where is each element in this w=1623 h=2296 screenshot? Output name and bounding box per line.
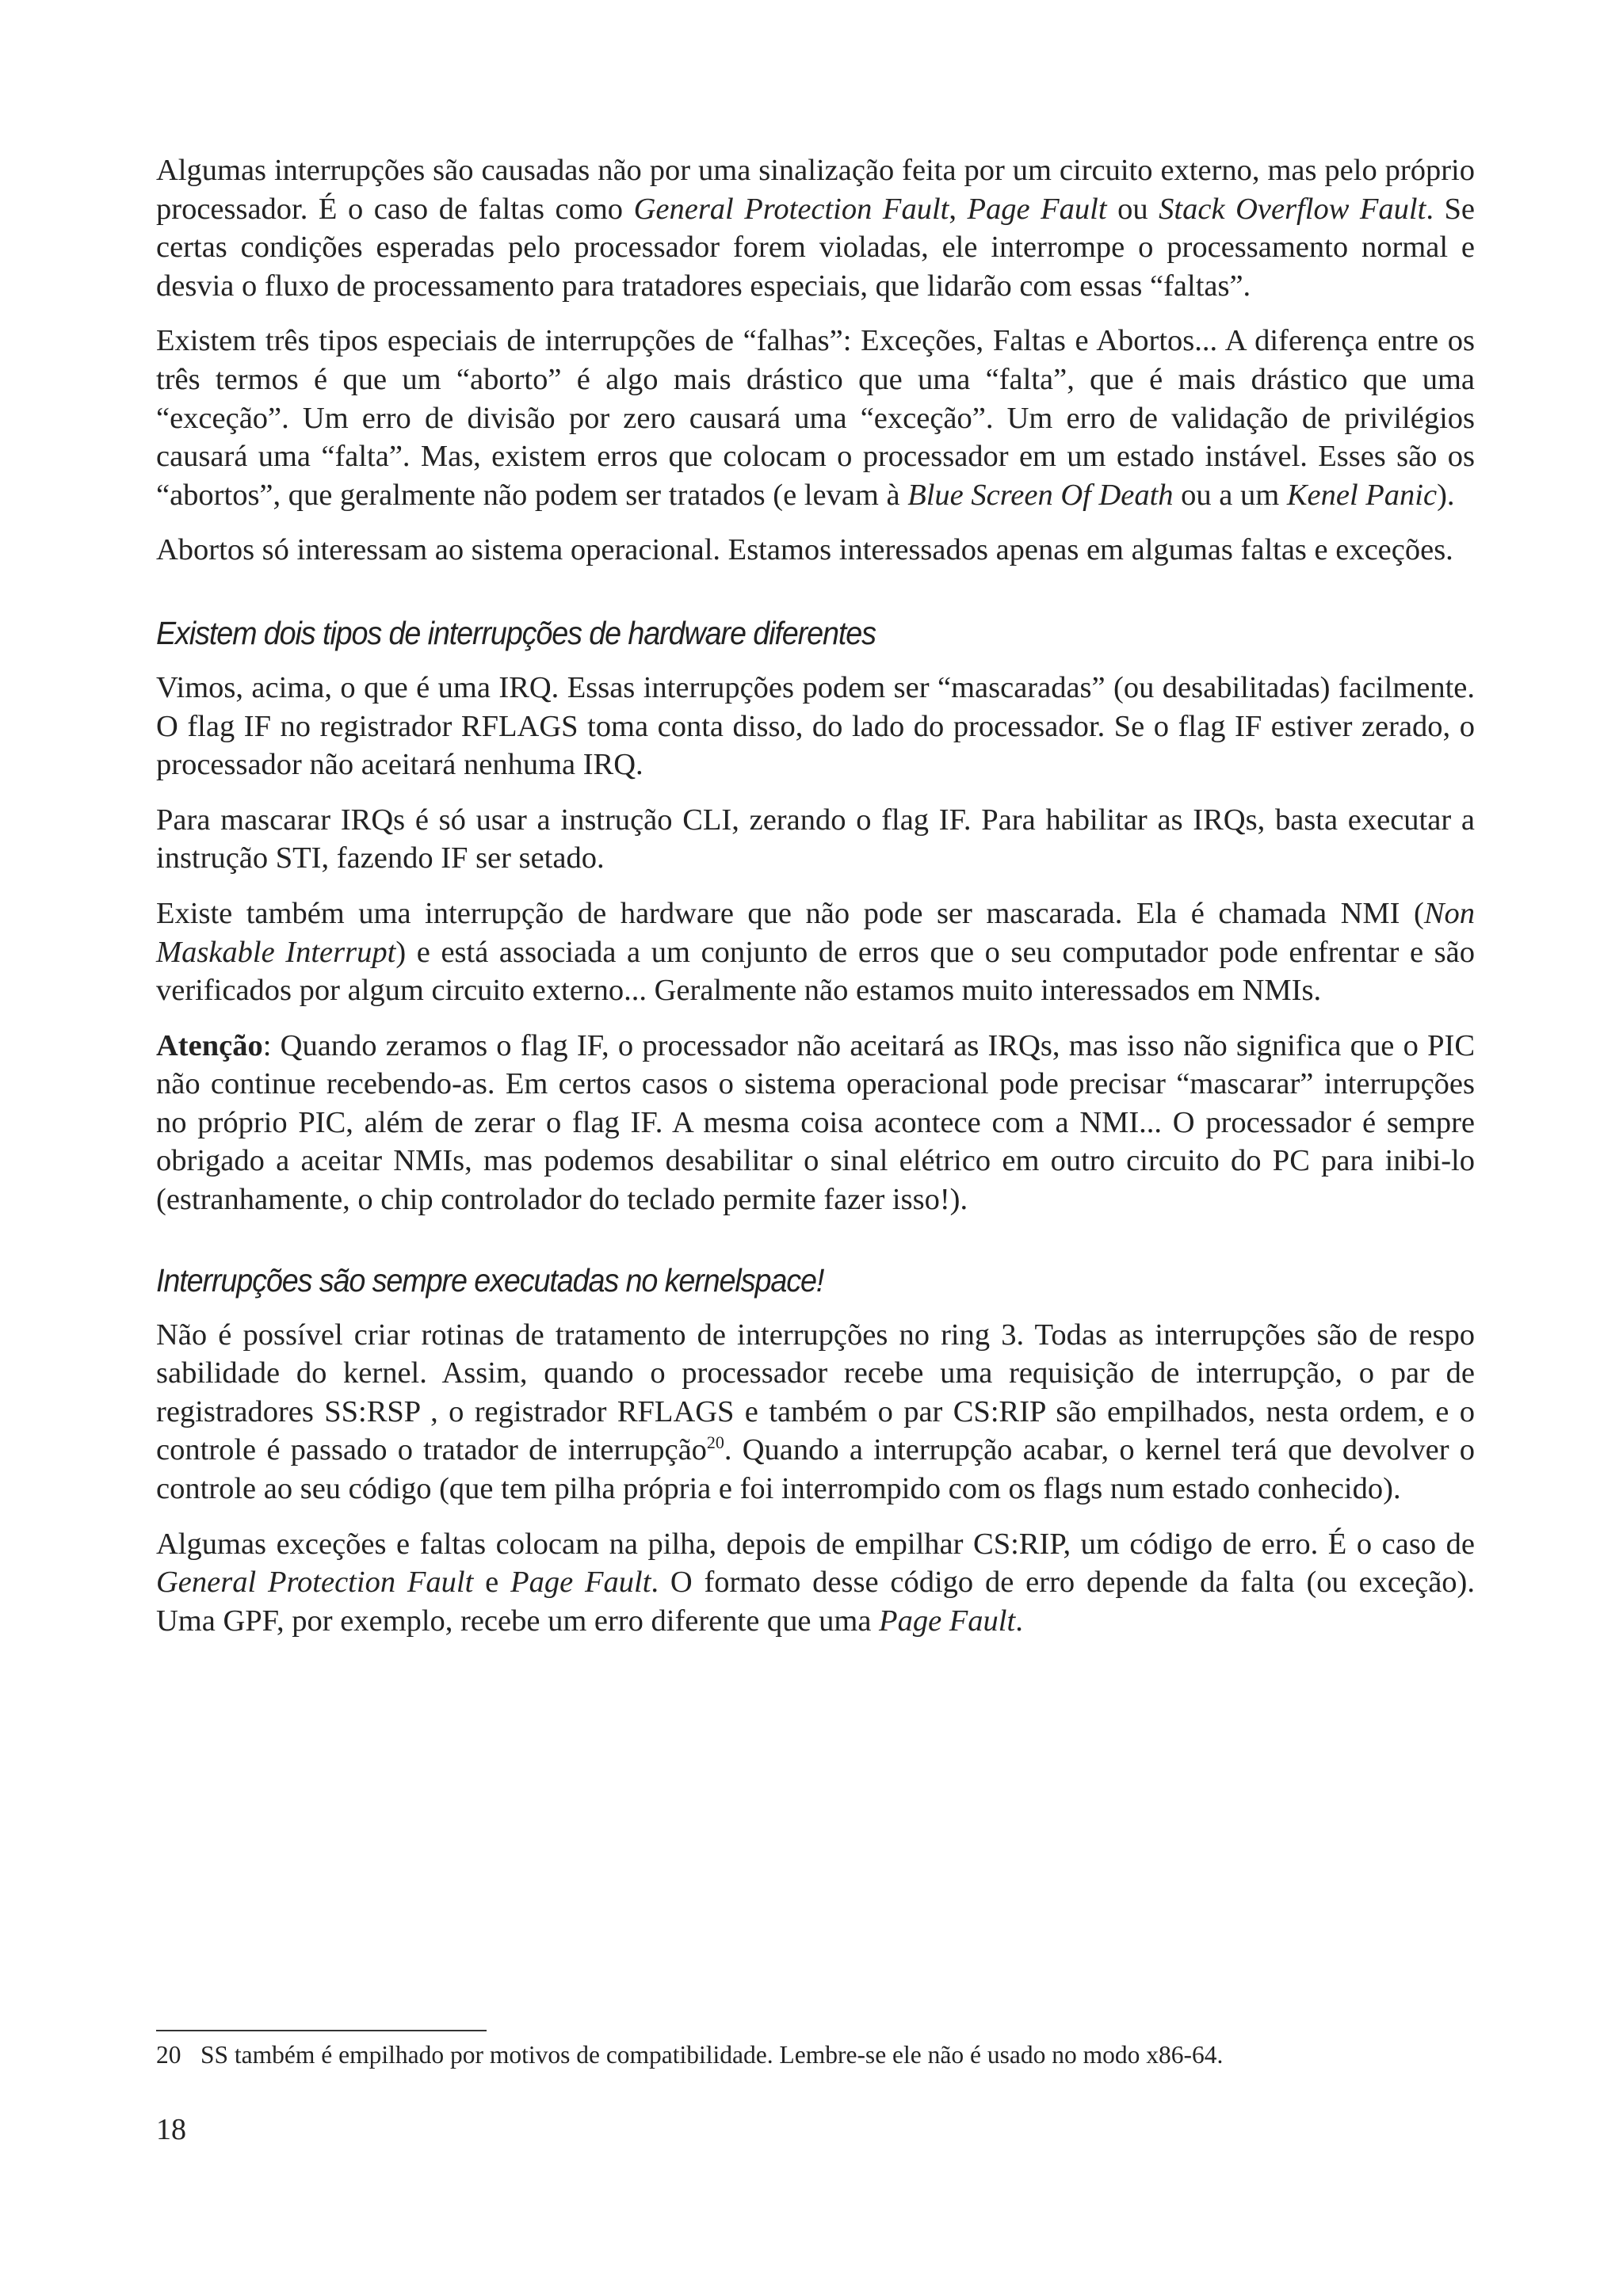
text-run: Algumas exceções e faltas colocam na pilha, depois de empilhar CS:RIP, um código de erro. É o caso de xyxy=(156,1527,1475,1561)
text-run: ) e está associada a um conjunto de erros que o seu computador pode enfrentar e são verificados por algum circuito externo... Geralmente não estamos muito interessados em NMIs. xyxy=(156,935,1475,1008)
text-run: Existem três tipos especiais de interrupções de “falhas”: Exceções, Faltas e Abortos... A diferença entre os três termos é que um “aborto” é algo mais drástico que uma “falta”, que é mais drástico que uma “exceção”. Um erro de divisão por zero causará uma “exceção”. Um erro de validação de privilégios causará uma “falta”. Mas, existem erros que colocam o processador em um estado instável. Esses são os “abortos”, que geralmente não podem ser tratados (e levam à xyxy=(156,324,1475,512)
text-run: Algumas interrupções são causadas não por uma sinalização feita por um circuito externo, mas pelo próprio processador. É o caso de faltas como xyxy=(156,154,1475,226)
footnote-separator xyxy=(156,2030,487,2031)
footnote-number: 20 xyxy=(156,2041,181,2069)
text-run: e xyxy=(473,1566,511,1600)
paragraph xyxy=(156,1027,1475,1219)
text-run: Existem dois tipos de interrupções de hardware diferentes xyxy=(156,614,876,651)
paragraph xyxy=(156,1525,1475,1641)
paragraph xyxy=(156,322,1475,514)
text-run: ou xyxy=(1106,192,1159,226)
text-run: . O formato desse código de erro depende da falta (ou exceção). Uma GPF, por exemplo, recebe um erro diferente que uma xyxy=(156,1566,1475,1638)
footnote xyxy=(156,2039,1475,2071)
text-run: . Quando a interrupção acabar, o kernel terá que devolver o controle ao seu código (que tem pilha própria e foi interrompido com os flags num estado conhecido). xyxy=(156,1433,1475,1506)
text-run: , xyxy=(949,192,968,226)
paragraph xyxy=(156,894,1475,1010)
text-run: ). xyxy=(1437,478,1455,512)
text-run: . Se certas condições esperadas pelo processador forem violadas, ele interrompe o processamento normal e desvia o fluxo de processamento para tratadores especiais, que lidarão com essas “faltas”. xyxy=(156,192,1475,303)
text-run: General Protection Fault xyxy=(633,192,949,226)
text-run: Non Maskable Interrupt xyxy=(156,896,1475,969)
footnote-text: SS também é empilhado por motivos de compatibilidade. Lembre-se ele não é usado no modo x86-64. xyxy=(200,2041,1224,2069)
section-heading xyxy=(156,613,1369,653)
page-number: 18 xyxy=(156,2113,186,2146)
text-run: Stack Overflow Fault xyxy=(1159,192,1426,226)
text-run: Para mascarar IRQs é só usar a instrução CLI, zerando o flag IF. Para habilitar as IRQs, basta executar a instrução STI, fazendo IF ser setado. xyxy=(156,803,1475,875)
footnote-reference: 20 xyxy=(706,1432,724,1453)
paragraph xyxy=(156,801,1475,878)
text-run: Page Fault xyxy=(967,192,1107,226)
text-run: . xyxy=(1015,1604,1023,1638)
paragraph xyxy=(156,669,1475,784)
text-run: Page Fault xyxy=(879,1604,1016,1638)
section-heading xyxy=(156,1261,1369,1300)
paragraph xyxy=(156,1316,1475,1508)
paragraph xyxy=(156,151,1475,305)
text-run: Vimos, acima, o que é uma IRQ. Essas interrupções podem ser “mascaradas” (ou desabilitadas) facilmente. O flag IF no registrador RFLAGS toma conta disso, do lado do processador. Se o flag IF estiver zerado, o processador não aceitará nenhuma IRQ. xyxy=(156,670,1475,782)
text-run: General Protection Fault xyxy=(156,1566,474,1600)
text-run: Page Fault xyxy=(510,1566,651,1600)
page-body xyxy=(156,151,1475,1657)
text-run: Não é possível criar rotinas de tratamento de interrupções no ring 3. Todas as interrupções são de respo sabilidade do kernel. Assim, quando o processador recebe uma requisição de interrupção, o par de registradores SS:RSP , o registrador RFLAGS e também o par CS:RIP são empilhados, nesta ordem, e o controle é passado o tratador de interrupção xyxy=(156,1318,1475,1467)
text-run: Interrupções são sempre executadas no kernelspace! xyxy=(156,1261,824,1299)
text-run: ou a um xyxy=(1173,478,1287,512)
text-run: Existe também uma interrupção de hardware que não pode ser mascarada. Ela é chamada NMI ( xyxy=(156,896,1424,930)
text-run: : Quando zeramos o flag IF, o processador não aceitará as IRQs, mas isso não significa que o PIC não continue recebendo-as. Em certos casos o sistema operacional pode precisar “mascarar” interrupções no próprio PIC, além de zerar o flag IF. A mesma coisa acontece com a NMI... O processador é sempre obrigado a aceitar NMIs, mas podemos desabilitar o sinal elétrico em outro circuito do PC para inibi-lo (estranhamente, o chip controlador do teclado permite fazer isso!). xyxy=(156,1028,1475,1217)
paragraph xyxy=(156,531,1475,570)
text-run: Kenel Panic xyxy=(1286,478,1438,512)
text-run: Blue Screen Of Death xyxy=(907,478,1174,512)
text-run: Atenção xyxy=(156,1028,263,1062)
text-run: Abortos só interessam ao sistema operacional. Estamos interessados apenas em algumas faltas e exceções. xyxy=(156,533,1453,567)
